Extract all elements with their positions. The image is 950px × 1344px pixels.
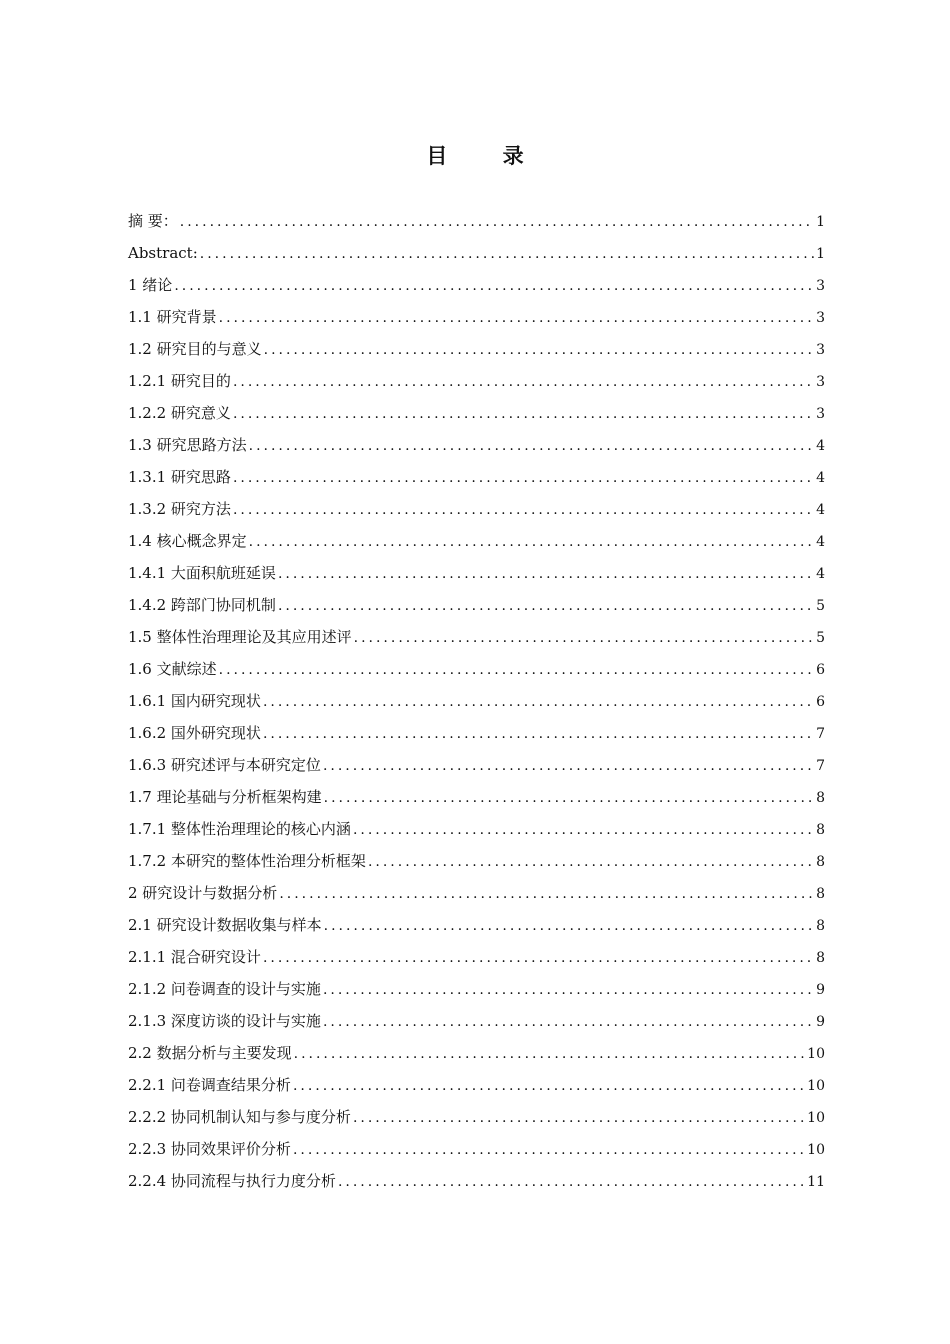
toc-entry[interactable] [128, 749, 825, 781]
toc-dot-leader [293, 1134, 805, 1166]
toc-entry-label: 1.3 研究思路方法 [128, 436, 247, 454]
toc-dot-leader [233, 366, 814, 398]
toc-title: 目 录 [426, 144, 548, 168]
toc-dot-leader [324, 782, 814, 814]
toc-dot-leader [233, 462, 814, 494]
toc-entry-label: 摘 要： [128, 212, 178, 230]
toc-entry[interactable] [128, 397, 825, 429]
toc-entry-page-number: 3 [816, 374, 825, 390]
toc-dot-leader [200, 238, 814, 270]
toc-entry[interactable] [128, 1165, 825, 1197]
toc-dot-leader [180, 206, 814, 238]
toc-entry[interactable] [128, 269, 825, 301]
toc-entry-page-number: 4 [816, 534, 825, 550]
toc-entry-label: 1.2.2 研究意义 [128, 404, 231, 422]
toc-entry-page-number: 8 [816, 822, 825, 838]
toc-entry[interactable] [128, 1101, 825, 1133]
toc-entry-page-number: 9 [816, 1014, 825, 1030]
toc-entry[interactable] [128, 237, 825, 269]
toc-entry-label: Abstract: [128, 244, 198, 262]
toc-entry-page-number: 10 [807, 1078, 825, 1094]
toc-entry-page-number: 11 [807, 1174, 825, 1190]
toc-entry-label: 1.4.1 大面积航班延误 [128, 564, 276, 582]
toc-dot-leader [293, 1070, 805, 1102]
toc-entry-page-number: 1 [816, 214, 825, 230]
toc-entry-label: 1.3.1 研究思路 [128, 468, 231, 486]
toc-entry[interactable] [128, 493, 825, 525]
toc-entry-page-number: 4 [816, 566, 825, 582]
toc-entry-label: 1.6.3 研究述评与本研究定位 [128, 756, 321, 774]
toc-entry-label: 1.6.1 国内研究现状 [128, 692, 261, 710]
toc-entry-label: 2.2.1 问卷调查结果分析 [128, 1076, 291, 1094]
toc-entry-page-number: 9 [816, 982, 825, 998]
toc-entry[interactable] [128, 557, 825, 589]
toc-entry[interactable] [128, 1069, 825, 1101]
toc-dot-leader [219, 654, 814, 686]
toc-entry-page-number: 5 [816, 598, 825, 614]
toc-dot-leader [353, 1102, 805, 1134]
toc-entry-label: 2.1.3 深度访谈的设计与实施 [128, 1012, 321, 1030]
toc-entry-label: 2.2.4 协同流程与执行力度分析 [128, 1172, 336, 1190]
toc-dot-leader [263, 942, 814, 974]
toc-entry-label: 2.2.3 协同效果评价分析 [128, 1140, 291, 1158]
toc-dot-leader [324, 910, 814, 942]
toc-dot-leader [294, 1038, 806, 1070]
toc-entry[interactable] [128, 589, 825, 621]
toc-entry[interactable] [128, 301, 825, 333]
toc-dot-leader [368, 846, 814, 878]
toc-dot-leader [249, 430, 814, 462]
toc-entry[interactable] [128, 429, 825, 461]
toc-entry[interactable] [128, 365, 825, 397]
toc-entry-label: 2.2 数据分析与主要发现 [128, 1044, 292, 1062]
toc-entry-label: 1.5 整体性治理理论及其应用述评 [128, 628, 352, 646]
toc-entry[interactable] [128, 781, 825, 813]
toc-dot-leader [323, 750, 814, 782]
toc-entry-label: 1.1 研究背景 [128, 308, 217, 326]
toc-entry-page-number: 1 [816, 246, 825, 262]
toc-dot-leader [264, 334, 814, 366]
toc-entry[interactable] [128, 525, 825, 557]
toc-entry[interactable] [128, 813, 825, 845]
toc-entry-page-number: 8 [816, 950, 825, 966]
toc-entry[interactable] [128, 333, 825, 365]
toc-entry-page-number: 8 [816, 918, 825, 934]
toc-entry-page-number: 10 [807, 1110, 825, 1126]
toc-dot-leader [249, 526, 814, 558]
toc-entry-label: 2 研究设计与数据分析 [128, 884, 278, 902]
toc-entry-label: 2.1.1 混合研究设计 [128, 948, 261, 966]
toc-entry-page-number: 3 [816, 406, 825, 422]
toc-entry-page-number: 10 [807, 1142, 825, 1158]
toc-entry-label: 1.7 理论基础与分析框架构建 [128, 788, 322, 806]
toc-entry-page-number: 4 [816, 502, 825, 518]
toc-entry-page-number: 4 [816, 438, 825, 454]
toc-entry[interactable] [128, 685, 825, 717]
toc-entry-label: 1.2 研究目的与意义 [128, 340, 262, 358]
toc-dot-leader [233, 494, 814, 526]
toc-entry-page-number: 3 [816, 278, 825, 294]
toc-entry[interactable] [128, 845, 825, 877]
toc-entry[interactable] [128, 205, 825, 237]
toc-dot-leader [323, 1006, 814, 1038]
toc-dot-leader [338, 1166, 805, 1198]
toc-entry-label: 1.4.2 跨部门协同机制 [128, 596, 276, 614]
toc-entry[interactable] [128, 461, 825, 493]
toc-dot-leader [278, 590, 814, 622]
toc-entry-label: 1.3.2 研究方法 [128, 500, 231, 518]
toc-entry-page-number: 3 [816, 342, 825, 358]
toc-entry-page-number: 6 [816, 694, 825, 710]
toc-entry-page-number: 8 [816, 854, 825, 870]
toc-entry-label: 2.2.2 协同机制认知与参与度分析 [128, 1108, 351, 1126]
toc-entry-page-number: 6 [816, 662, 825, 678]
toc-dot-leader [263, 718, 814, 750]
toc-dot-leader [219, 302, 814, 334]
toc-dot-leader [174, 270, 814, 302]
toc-entry-page-number: 10 [807, 1046, 825, 1062]
toc-entry-label: 1.6 文献综述 [128, 660, 217, 678]
toc-entry[interactable] [128, 621, 825, 653]
toc-entry[interactable] [128, 1005, 825, 1037]
toc-entry-label: 1.4 核心概念界定 [128, 532, 247, 550]
toc-entry[interactable] [128, 941, 825, 973]
toc-entry-label: 1.2.1 研究目的 [128, 372, 231, 390]
toc-entry[interactable] [128, 653, 825, 685]
toc-dot-leader [279, 878, 814, 910]
toc-entry-label: 1.7.2 本研究的整体性治理分析框架 [128, 852, 366, 870]
toc-entry-page-number: 8 [816, 886, 825, 902]
toc-dot-leader [263, 686, 814, 718]
toc-list [128, 205, 825, 1197]
toc-entry[interactable] [128, 717, 825, 749]
toc-entry-page-number: 7 [816, 758, 825, 774]
toc-entry[interactable] [128, 877, 825, 909]
toc-dot-leader [354, 622, 814, 654]
toc-entry-page-number: 5 [816, 630, 825, 646]
toc-entry-label: 1 绪论 [128, 276, 173, 294]
toc-entry-page-number: 3 [816, 310, 825, 326]
toc-entry[interactable] [128, 1037, 825, 1069]
toc-dot-leader [233, 398, 814, 430]
toc-entry[interactable] [128, 909, 825, 941]
toc-entry-page-number: 7 [816, 726, 825, 742]
toc-entry-label: 2.1 研究设计数据收集与样本 [128, 916, 322, 934]
toc-dot-leader [323, 974, 814, 1006]
toc-entry[interactable] [128, 1133, 825, 1165]
toc-dot-leader [353, 814, 814, 846]
toc-entry[interactable] [128, 973, 825, 1005]
toc-entry-page-number: 8 [816, 790, 825, 806]
toc-dot-leader [278, 558, 814, 590]
toc-entry-label: 2.1.2 问卷调查的设计与实施 [128, 980, 321, 998]
toc-entry-label: 1.7.1 整体性治理理论的核心内涵 [128, 820, 351, 838]
toc-entry-page-number: 4 [816, 470, 825, 486]
toc-entry-label: 1.6.2 国外研究现状 [128, 724, 261, 742]
